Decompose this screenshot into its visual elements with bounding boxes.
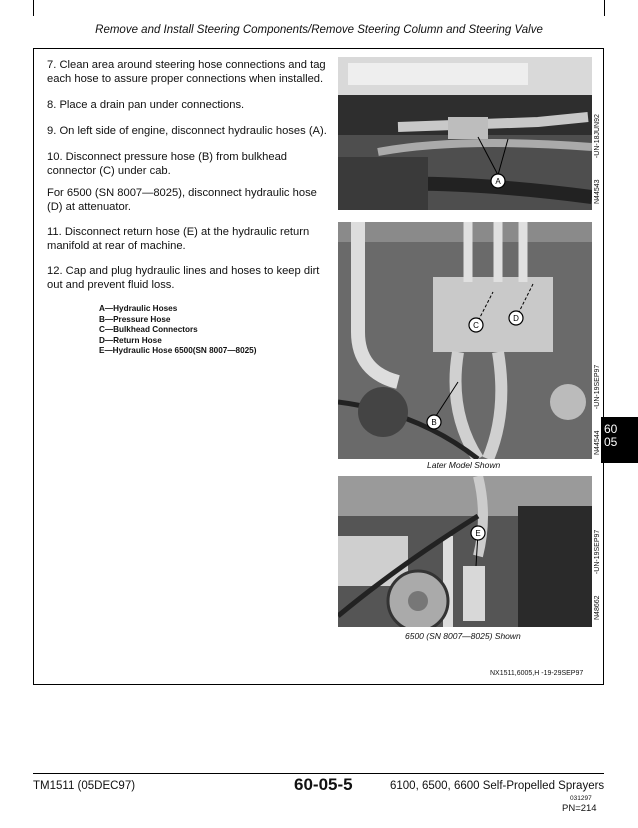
figure-1-id: N44543 -UN-18JUN92 — [594, 114, 601, 204]
section-tab — [601, 417, 638, 463]
legend-item: B—Pressure Hose — [99, 314, 171, 324]
step-9: 9. On left side of engine, disconnect hydraulic hoses (A). — [47, 125, 327, 137]
legend-item: D—Return Hose — [99, 335, 162, 345]
legend-item: C—Bulkhead Connectors — [99, 325, 198, 334]
frame-reference: NX1511,6005,H -19-29SEP97 — [490, 670, 584, 677]
figure-2-caption: Later Model Shown — [427, 460, 501, 470]
photo-return-hose — [338, 476, 592, 627]
photo-bulkhead-connectors — [338, 222, 592, 459]
section-tab-line1: 60 — [604, 422, 618, 436]
footer-page-number: 60-05-5 — [294, 775, 353, 794]
callout-e: E — [475, 529, 481, 538]
footer-pn: PN=214 — [562, 803, 597, 814]
callout-c: C — [473, 321, 479, 330]
callout-a: A — [495, 177, 501, 186]
footer-rule — [33, 773, 604, 774]
footer-models: 6100, 6500, 6600 Self-Propelled Sprayers — [390, 780, 605, 792]
photo-hydraulic-hoses — [338, 57, 592, 210]
step-8: 8. Place a drain pan under connections. — [47, 99, 245, 111]
step-7: 7. Clean area around steering hose connections and tag each hose to assure proper connections when installed. — [47, 59, 326, 85]
footer-manual: TM1511 (05DEC97) — [33, 780, 136, 792]
callout-b: B — [431, 418, 437, 427]
page-header-title: Remove and Install Steering Components/Remove Steering Column and Steering Valve — [95, 24, 543, 36]
figure-3-caption: 6500 (SN 8007—8025) Shown — [405, 631, 521, 641]
figure-3-id: N48662 -UN-19SEP97 — [594, 529, 601, 620]
callout-d: D — [513, 314, 519, 323]
callout-legend — [99, 304, 256, 357]
step-10-note: For 6500 (SN 8007—8025), disconnect hydraulic hose (D) at attenuator. — [47, 187, 317, 213]
footer-date-code: 031297 — [570, 795, 592, 802]
legend-item: A—Hydraulic Hoses — [99, 304, 178, 313]
top-right-rule — [604, 0, 605, 16]
step-12: 12. Cap and plug hydraulic lines and hoses to keep dirt out and prevent fluid loss. — [47, 265, 320, 291]
top-left-rule — [33, 0, 34, 16]
section-tab-line2: 05 — [604, 435, 618, 449]
legend-item: E—Hydraulic Hose 6500(SN 8007—8025) — [99, 346, 257, 355]
figure-2-id: N44544 -UN-19SEP97 — [594, 364, 601, 455]
step-11: 11. Disconnect return hose (E) at the hydraulic return manifold at rear of machine. — [47, 226, 310, 252]
step-10: 10. Disconnect pressure hose (B) from bulkhead connector (C) under cab. — [47, 151, 288, 177]
